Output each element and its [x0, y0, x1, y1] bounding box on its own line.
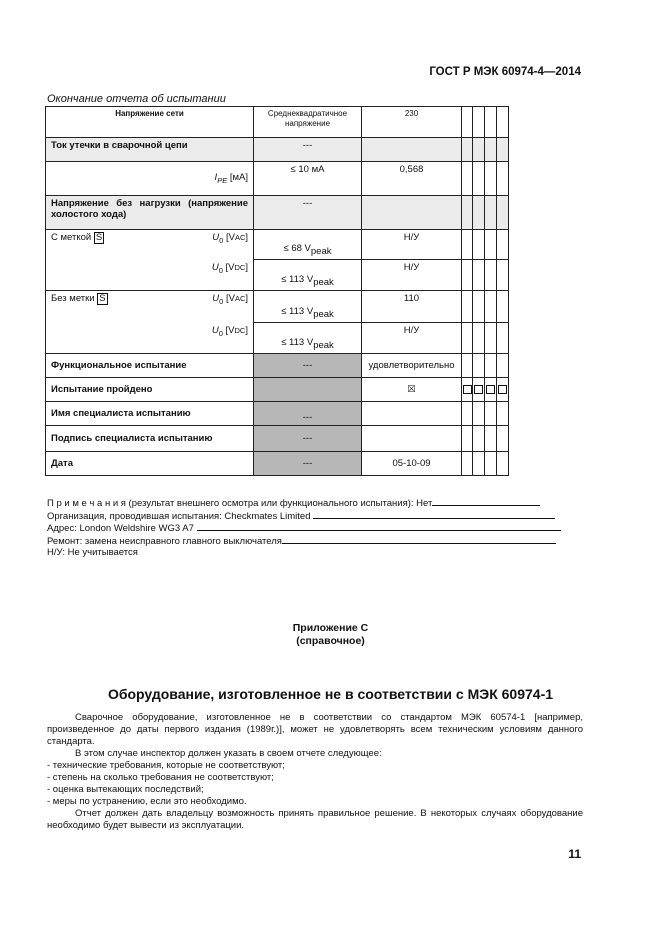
list-item: - меры по устранению, если это необходимо.: [47, 796, 247, 807]
table-row: [46, 426, 509, 452]
specialist-name-label: Имя специалиста испытанию: [46, 402, 254, 426]
checkbox-icon[interactable]: [463, 385, 472, 394]
with-mark-ac-limit: ≤ 68 Vpeak: [254, 230, 362, 260]
table-row: [46, 196, 509, 230]
without-mark-cell: Без метки S $U_0$ [VAC]: [46, 291, 254, 323]
with-mark-dc-limit: ≤ 113 Vpeak: [254, 260, 362, 291]
checkbox-icon[interactable]: [474, 385, 483, 394]
mains-voltage-value: 230: [362, 107, 462, 138]
table-row: [46, 291, 509, 323]
with-mark-dc-cell: $U_0$ [VDC]: [46, 260, 254, 291]
without-mark-dc-limit: ≤ 113 Vpeak: [254, 323, 362, 354]
leakage-current-label: Ток утечки в сварочной цепи: [46, 138, 254, 162]
page-number: 11: [568, 847, 581, 861]
open-circuit-limit: ---: [254, 196, 362, 230]
s-mark-icon: S: [99, 293, 106, 304]
paragraph: Отчет должен дать владельцу возможность принять правильное решение. В некоторых случаях оборудование необходимо будет вывести из эксплуатации.: [47, 808, 583, 831]
leakage-unit-cell: $I_{PE}$ [мА]: [46, 162, 254, 196]
functional-test-limit: ---: [254, 354, 362, 378]
table-row: [46, 323, 509, 354]
appendix-type: (справочное): [296, 635, 365, 647]
appendix-label: Приложение С: [292, 622, 369, 634]
with-mark-ac-value: Н/У: [362, 230, 462, 260]
table-row: [46, 107, 509, 138]
date-value: 05-10-09: [362, 452, 462, 476]
specialist-signature-label: Подпись специалиста испытанию: [46, 426, 254, 452]
date-limit: ---: [254, 452, 362, 476]
checkbox-icon[interactable]: [486, 385, 495, 394]
table-row: [46, 138, 509, 162]
without-mark-dc-value: Н/У: [362, 323, 462, 354]
repair-line: Ремонт: замена неисправного главного выключателя: [47, 535, 282, 547]
notes-line: П р и м е ч а н и я (результат внешнего осмотра или функционального испытания): Нет: [47, 498, 433, 509]
specialist-signature-limit: ---: [254, 426, 362, 452]
leakage-limit-value: ≤ 10 мА: [254, 162, 362, 196]
leakage-current-limit: ---: [254, 138, 362, 162]
appendix-title: Оборудование, изготовленное не в соответствии с МЭК 60974-1: [107, 686, 554, 702]
notes-block: [47, 497, 577, 559]
rms-voltage-label: Среднеквадратичное напряжение: [254, 107, 362, 138]
with-mark-dc-value: Н/У: [362, 260, 462, 291]
s-mark-icon: S: [95, 232, 103, 243]
table-row: [46, 260, 509, 291]
leakage-measured-value: 0,568: [362, 162, 462, 196]
checkbox-icon[interactable]: [498, 385, 507, 394]
without-mark-ac-value: 110: [362, 291, 462, 323]
table-row: [46, 402, 509, 426]
table-row: [46, 452, 509, 476]
table-row: [46, 354, 509, 378]
test-report-table: [45, 106, 509, 476]
date-label: Дата: [46, 452, 254, 476]
address-line: Адрес: London Weldshire WG3 A7: [47, 523, 194, 534]
paragraph: Сварочное оборудование, изготовленное не в соответствии со стандартом МЭК 60574-1 [например, произведенное до даты первого издания (1989г.)], может не удовлетворять всем техническим условиям данного стандарта.: [47, 712, 583, 747]
mains-voltage-label: Напряжение сети: [46, 107, 254, 138]
specialist-name-limit: ---: [254, 402, 362, 426]
test-passed-checkbox[interactable]: ☒: [362, 378, 462, 402]
list-item: - степень на сколько требования не соответствуют;: [47, 772, 274, 783]
functional-test-result: удовлетворительно: [362, 354, 462, 378]
list-item: - технические требования, которые не соответствуют;: [47, 760, 285, 771]
table-row: [46, 230, 509, 260]
appendix-heading: [0, 622, 661, 648]
functional-test-label: Функциональное испытание: [46, 354, 254, 378]
organization-line: Организация, проводившая испытания: Checkmates Limited: [47, 510, 311, 522]
paragraph: В этом случае инспектор должен указать в своем отчете следующее:: [75, 748, 382, 759]
open-circuit-voltage-label: Напряжение без нагрузки (напряжение холостого хода): [46, 196, 254, 230]
table-row: [46, 162, 509, 196]
list-item: - оценка вытекающих последствий;: [47, 784, 204, 795]
na-legend: Н/У: Не учитывается: [47, 547, 138, 558]
without-mark-ac-limit: ≤ 113 Vpeak: [254, 291, 362, 323]
test-passed-label: Испытание пройдено: [46, 378, 254, 402]
table-row: [46, 378, 509, 402]
standard-designation: ГОСТ Р МЭК 60974-4—2014: [429, 66, 581, 78]
table-continuation-caption: Окончание отчета об испытании: [47, 93, 226, 105]
without-mark-dc-cell: $U_0$ [VDC]: [46, 323, 254, 354]
with-mark-cell: С меткой S $U_0$ [VAC]: [46, 230, 254, 260]
appendix-body: [47, 712, 583, 832]
